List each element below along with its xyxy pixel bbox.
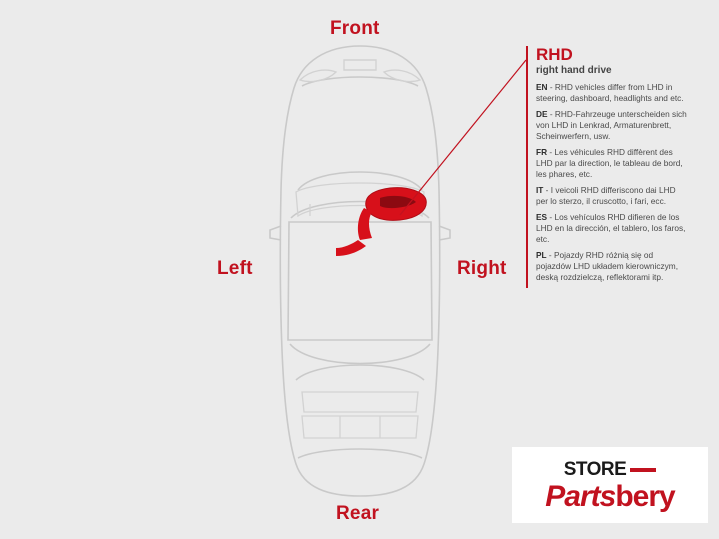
orientation-label-front: Front: [330, 18, 380, 39]
car-top-view-diagram: [240, 40, 480, 500]
info-text-it: - I veicoli RHD differiscono dai LHD per lo sterzo, il cruscotto, i fari, ecc.: [536, 185, 676, 207]
rhd-subtitle: right hand drive: [536, 64, 612, 76]
orientation-label-right: Right: [457, 258, 507, 279]
orientation-label-rear: Rear: [336, 503, 380, 524]
logo-bery-text: bery: [615, 479, 675, 513]
lang-code-pl: PL: [536, 250, 547, 261]
info-row-it: [536, 185, 688, 207]
info-text-es: - Los vehículos RHD difieren de los LHD en la dirección, el tablero, los faros, etc.: [536, 212, 686, 245]
lang-code-fr: FR: [536, 147, 548, 157]
orientation-label-left: Left: [217, 258, 253, 279]
lang-code-en: EN: [536, 81, 548, 92]
info-text-fr: - Les véhicules RHD diffèrent des LHD par la direction, le tableau de bord, les phares, etc.: [536, 147, 683, 180]
info-row-fr: [536, 147, 688, 180]
logo-parts-text: Parts: [545, 479, 616, 513]
info-text-en: - RHD vehicles differ from LHD in steering, dashboard, headlights and etc.: [536, 81, 684, 103]
info-text-pl: - Pojazdy RHD różnią się od pojazdów LHD układem kierowniczym, deską rozdzielczą, reflektorami itp.: [536, 250, 679, 283]
logo-store-text: STORE: [563, 458, 627, 480]
lang-code-es: ES: [536, 212, 548, 223]
rhd-title: RHD: [536, 45, 573, 64]
brand-logo: [512, 447, 708, 523]
info-row-en: [536, 82, 688, 104]
info-text-de: - RHD-Fahrzeuge unterscheiden sich von LHD in Lenkrad, Armaturenbrett, Scheinwerfern, usw.: [536, 108, 687, 141]
logo-wordmark: [545, 479, 675, 513]
rhd-info-panel: [526, 46, 688, 288]
logo-store-row: [564, 459, 657, 481]
info-row-es: [536, 212, 688, 245]
logo-dash-decoration: [630, 468, 656, 472]
lang-code-it: IT: [536, 185, 544, 196]
info-row-de: [536, 109, 688, 142]
lang-code-de: DE: [536, 108, 548, 119]
info-row-pl: [536, 250, 688, 283]
